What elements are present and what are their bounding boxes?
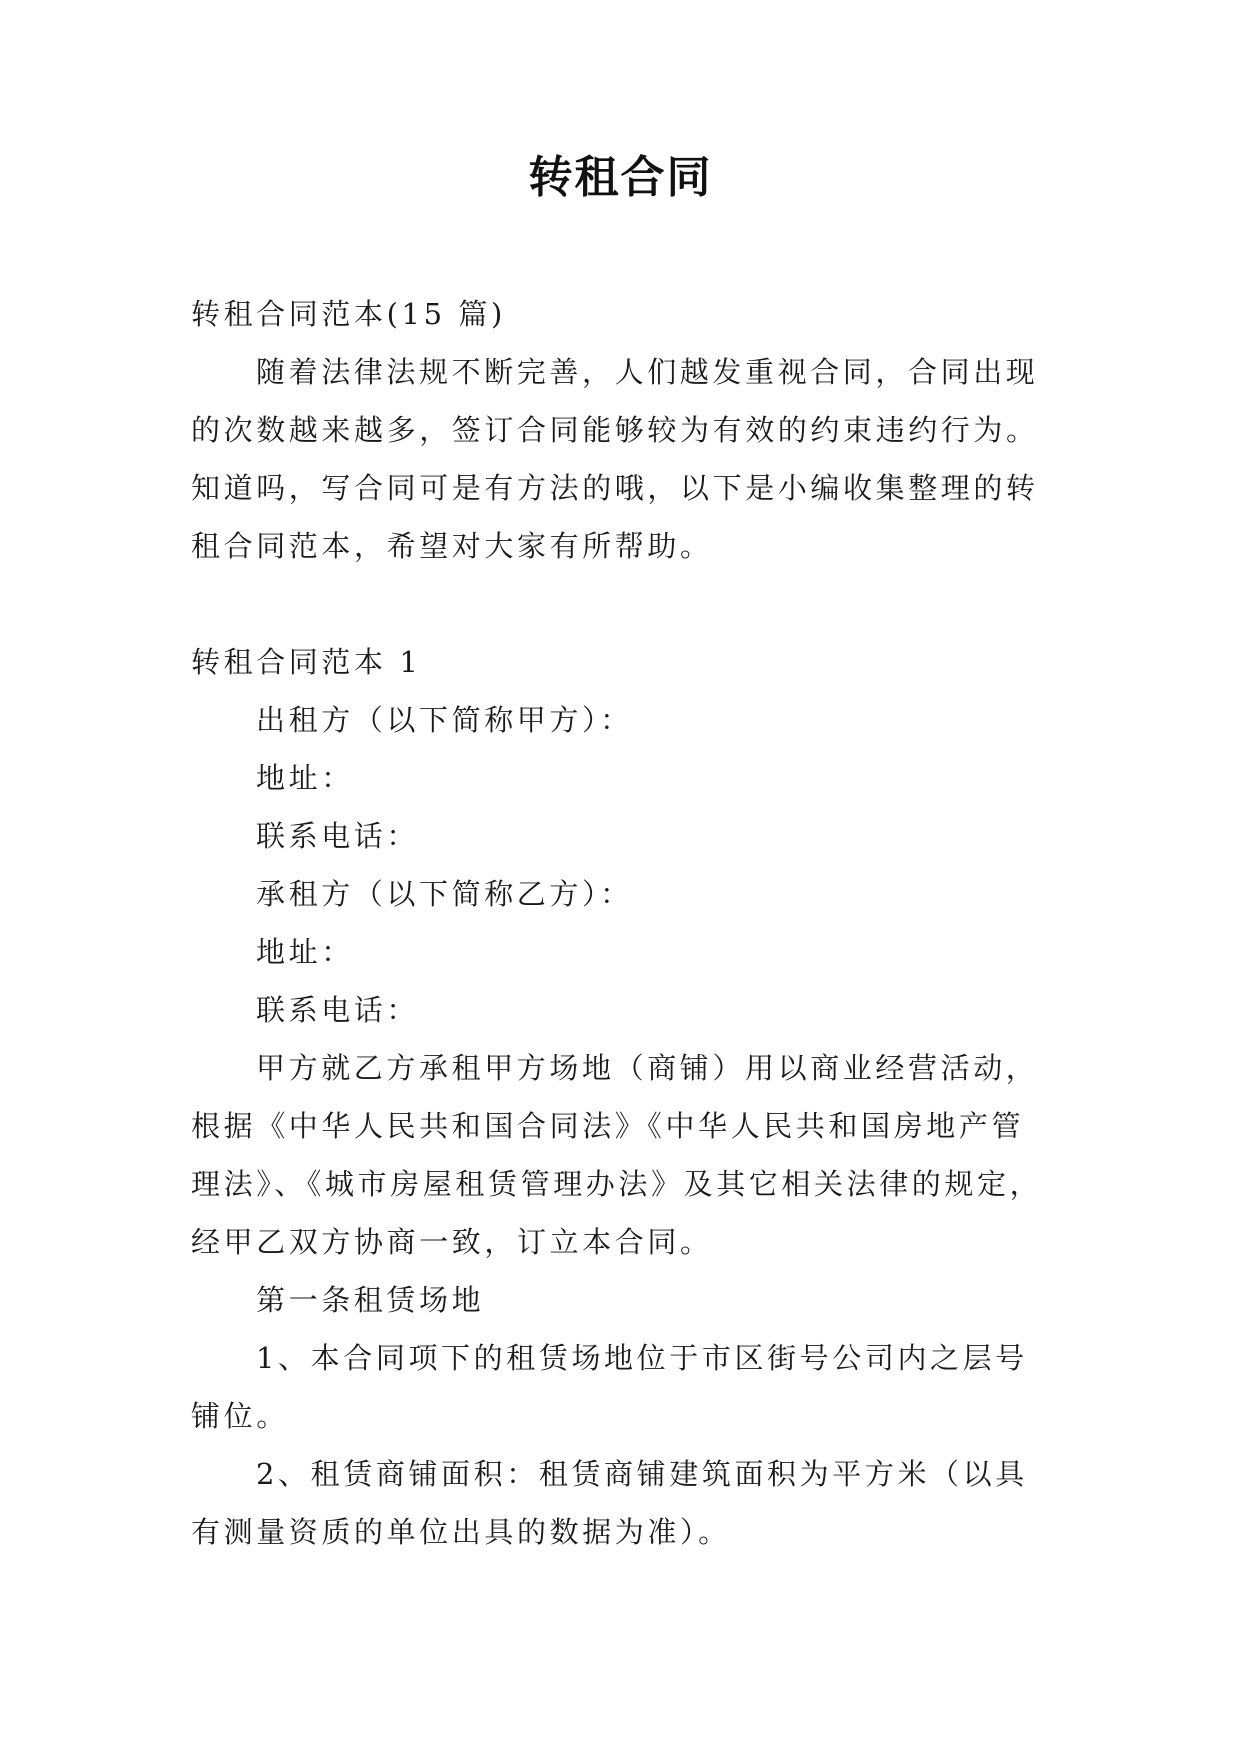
article1-item2: 2、租赁商铺面积：租赁商铺建筑面积为平方米（以具有测量资质的单位出具的数据为准）。 [191,1457,1028,1549]
lessor-label: 出租方（以下简称甲方）： [256,703,633,737]
lessor-phone-label: 联系电话： [256,819,420,853]
paragraph-gap [191,575,1051,633]
document-subtitle: 转租合同范本(15 篇) [191,297,506,331]
intro-paragraph: 随着法律法规不断完善，人们越发重视合同，合同出现的次数越来越多，签订合同能够较为有效的约束违约行为。知道吗，写合同可是有方法的哦，以下是小编收集整理的转租合同范本，希望对大家有所帮助。 [191,355,1039,563]
lessor-address-label: 地址： [256,761,354,795]
preamble-paragraph: 甲方就乙方承租甲方场地（商铺）用以商业经营活动，根据《中华人民共和国合同法》《中华人民共和国房地产管理法》、《城市房屋租赁管理办法》及其它相关法律的规定，经甲乙双方协商一致，订立本合同。 [191,1051,1043,1259]
lessee-phone-label: 联系电话： [256,993,420,1027]
lessee-label: 承租方（以下简称乙方）： [256,877,633,911]
lessee-address-label: 地址： [256,935,354,969]
article1-heading: 第一条租赁场地 [256,1283,485,1317]
document-title: 转租合同 [528,152,713,203]
document-body [191,285,1051,1561]
section-heading: 转租合同范本 1 [191,645,422,679]
article1-item1: 1、本合同项下的租赁场地位于市区街号公司内之层号铺位。 [191,1341,1028,1433]
